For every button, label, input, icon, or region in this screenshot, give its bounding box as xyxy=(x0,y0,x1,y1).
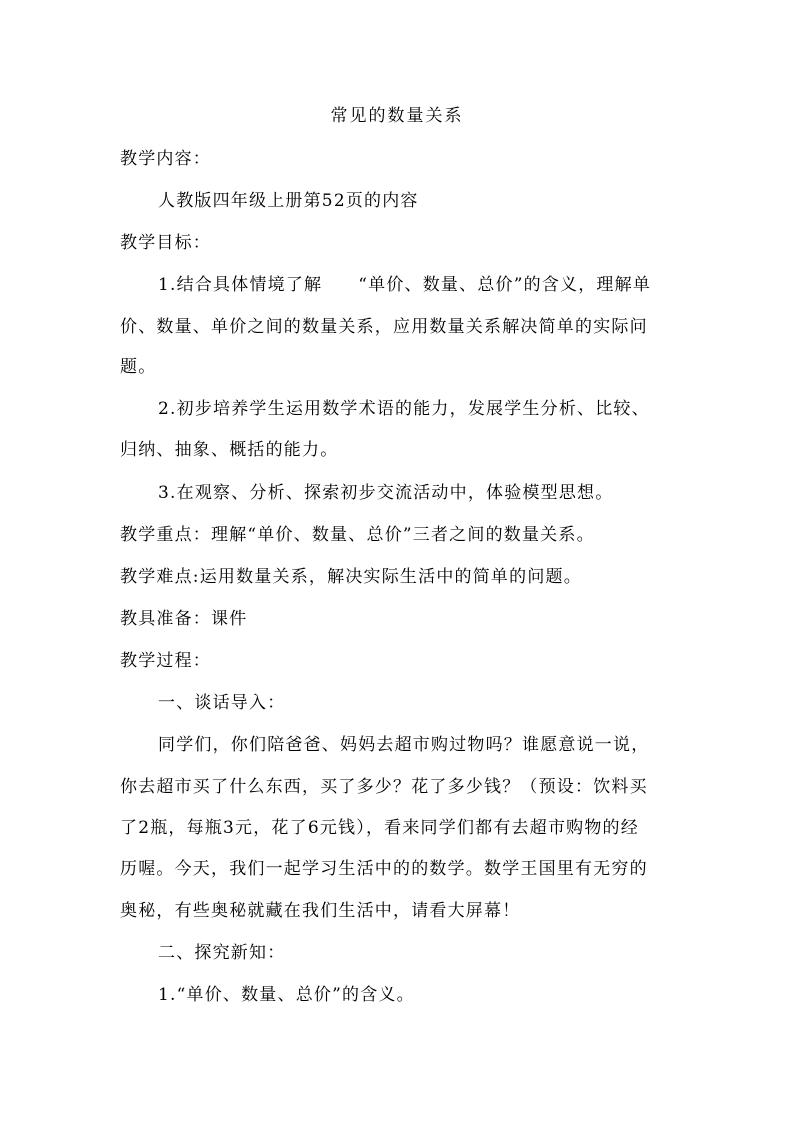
objective-1-second-line: 价、数量、单价之间的数量关系，应用数量关系解决简单的实际问 xyxy=(120,317,648,337)
paragraph-line-1: 同学们，你们陪爸爸、妈妈去超市购过物吗？谁愿意说一说， xyxy=(158,735,650,755)
document-title: 常见的数量关系 xyxy=(330,106,464,126)
section-heading-process: 教学过程： xyxy=(120,651,211,671)
content-text: 人教版四年级上册第52页的内容 xyxy=(158,191,419,211)
paragraph-line-4: 历喔。今天，我们一起学习生活中的的数学。数学王国里有无穷的 xyxy=(120,859,648,879)
objective-2-second-line: 归纳、抽象、概括的能力。 xyxy=(120,440,339,460)
objective-1-text-b: “单价、数量、总价”的含义，理解单 xyxy=(358,275,652,295)
key-points: 教学重点：理解“单价、数量、总价”三者之间的数量关系。 xyxy=(120,525,595,545)
section-heading-objectives: 教学目标： xyxy=(120,233,211,253)
paragraph-line-5: 奥秘，有些奥秘就藏在我们生活中，请看大屏幕！ xyxy=(120,901,521,921)
step-2-item-1: 1.“单价、数量、总价”的含义。 xyxy=(158,985,415,1005)
difficult-points: 教学难点:运用数量关系，解决实际生活中的简单的问题。 xyxy=(120,567,582,587)
paragraph-line-2: 你去超市买了什么东西，买了多少？花了多少钱？（预设：饮料买 xyxy=(120,777,648,797)
step-2-heading: 二、探究新知： xyxy=(158,943,286,963)
section-heading-content: 教学内容： xyxy=(120,149,211,169)
objective-1-text-a: 1.结合具体情境了解 xyxy=(158,275,323,295)
objective-1-third-line: 题。 xyxy=(120,357,157,377)
objective-1-first-line xyxy=(158,273,651,297)
step-1-heading: 一、谈话导入： xyxy=(158,693,286,713)
paragraph-line-3: 了2瓶，每瓶3元，花了6元钱），看来同学们都有去超市购物的经 xyxy=(120,818,639,838)
teaching-aids: 教具准备：课件 xyxy=(120,609,248,629)
objective-2-first-line: 2.初步培养学生运用数学术语的能力，发展学生分析、比较、 xyxy=(158,399,650,419)
objective-3: 3.在观察、分析、探索初步交流活动中，体验模型思想。 xyxy=(158,483,614,503)
